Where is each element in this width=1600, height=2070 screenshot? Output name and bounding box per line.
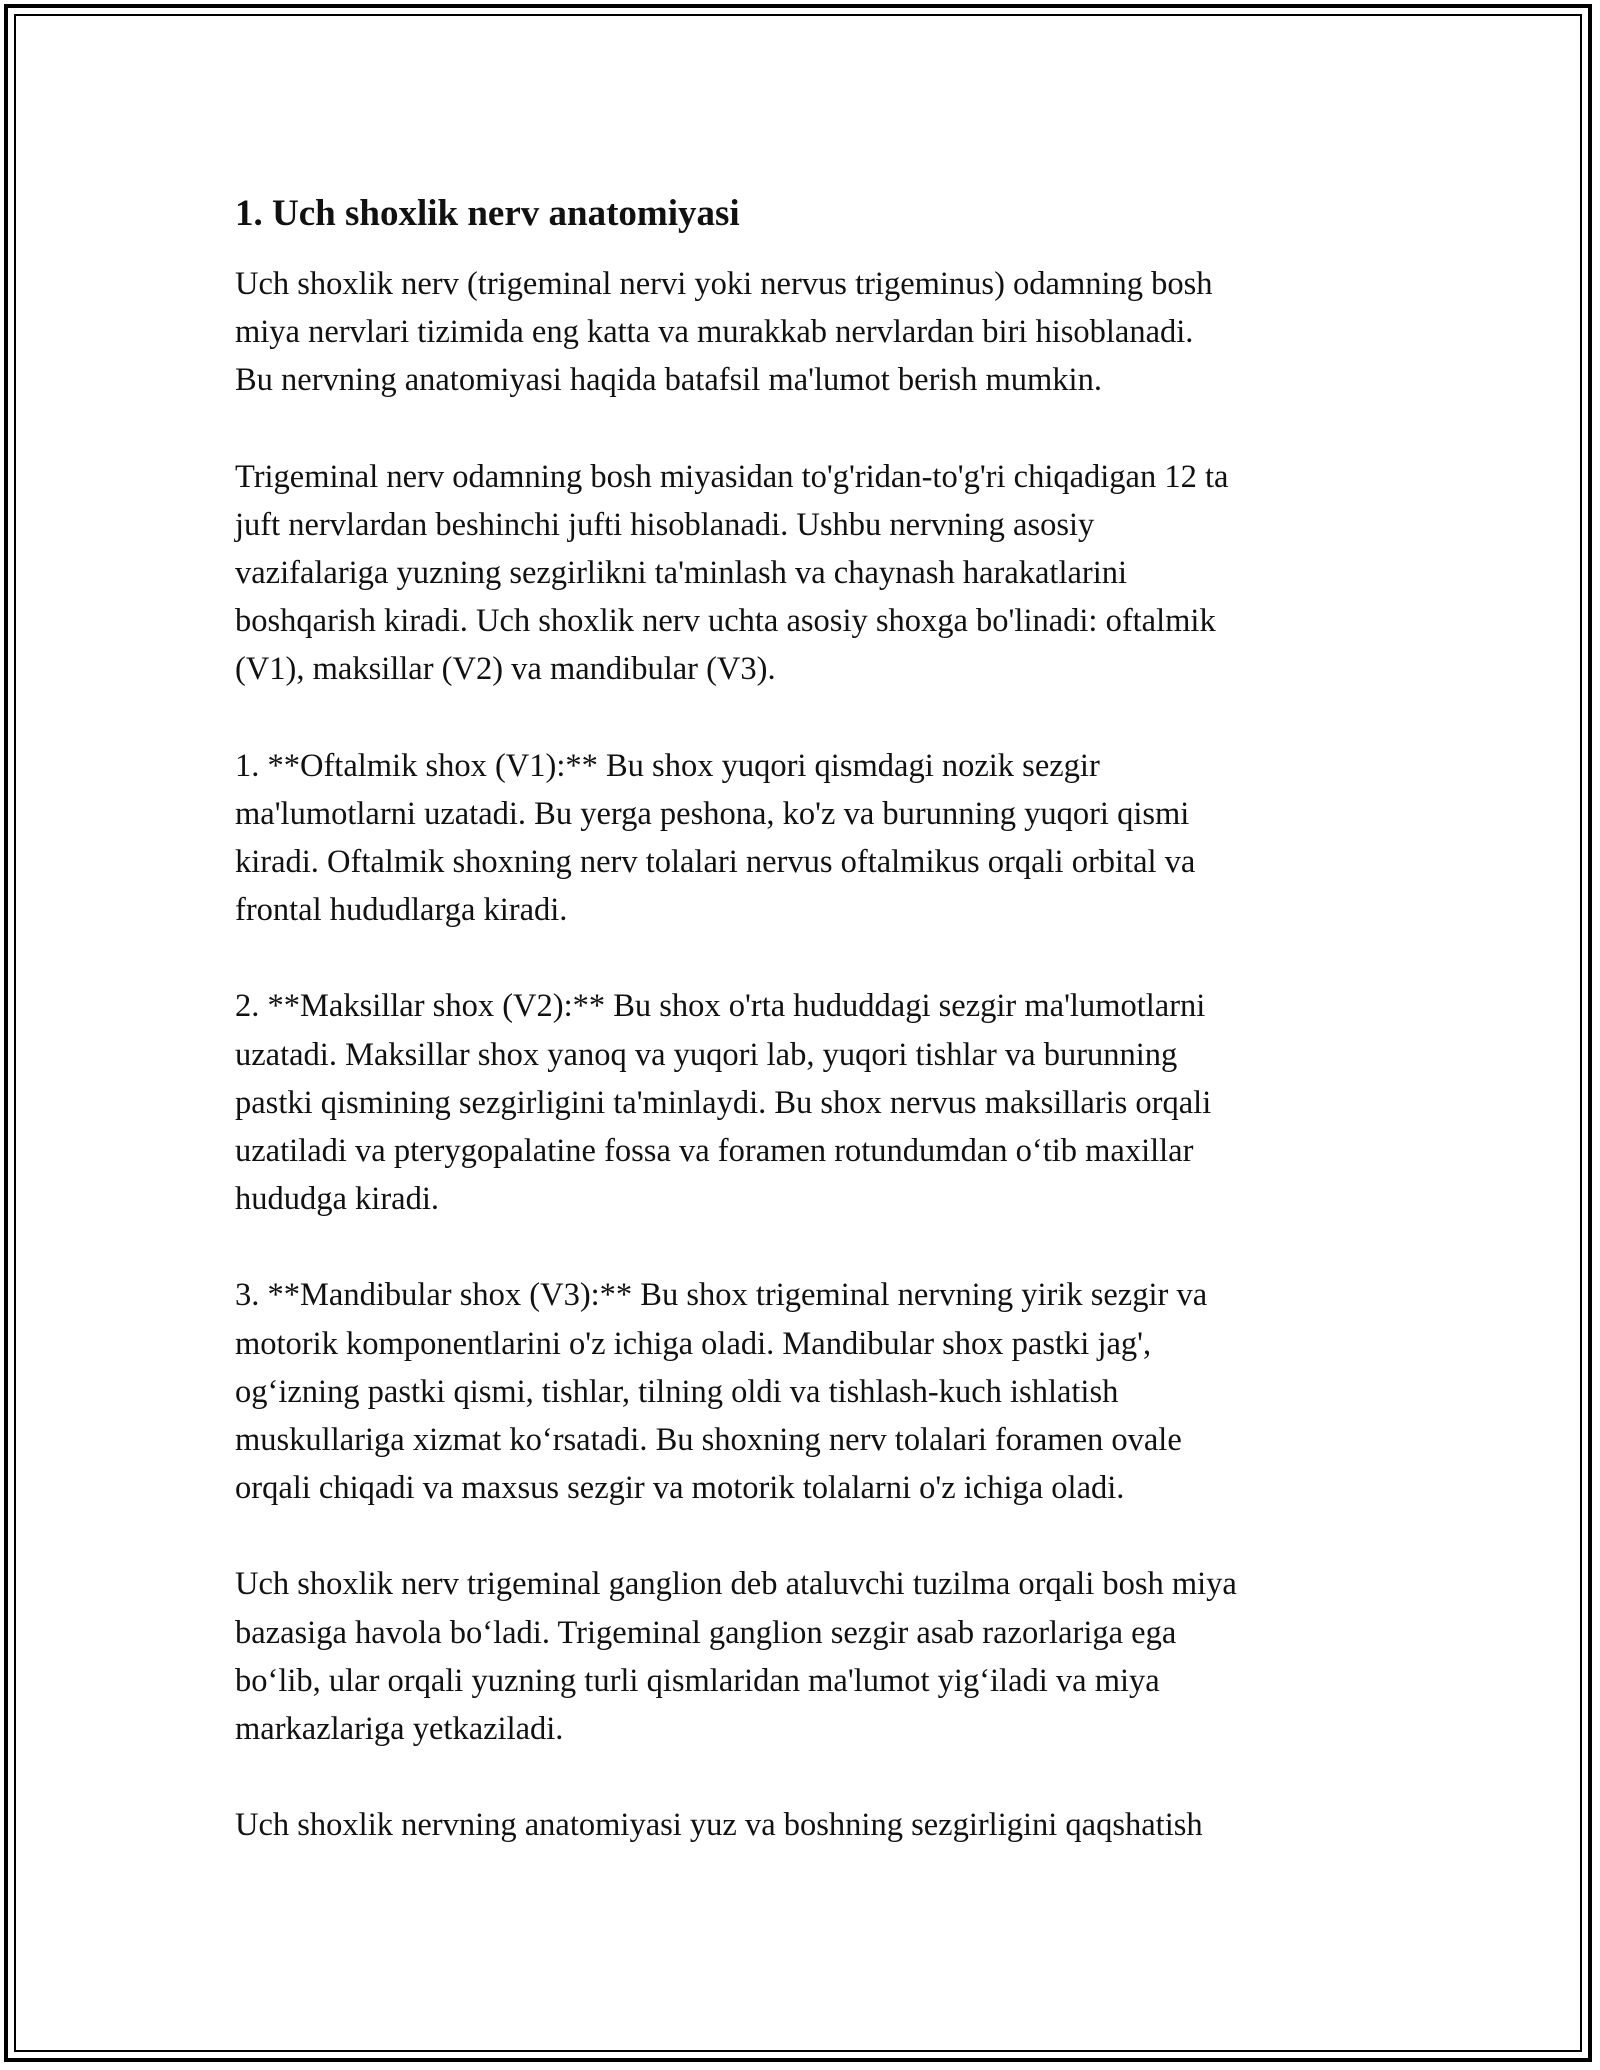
paragraph-conclusion <box>235 1801 1375 1849</box>
text-line: orqali chiqadi va maxsus sezgir va motorik tolalarni o'z ichiga oladi. <box>235 1470 1125 1507</box>
paragraph-maxillary <box>235 982 1375 1223</box>
paragraph-overview <box>235 453 1375 694</box>
text-line: motorik komponentlarini o'z ichiga oladi. Mandibular shox pastki jag', <box>235 1325 1152 1362</box>
text-line: hududga kiradi. <box>235 1181 439 1218</box>
text-line: ma'lumotlarni uzatadi. Bu yerga peshona, ko'z va burunning yuqori qismi <box>235 795 1190 832</box>
text-line: 3. **Mandibular shox (V3):** Bu shox trigeminal nervning yirik sezgir va <box>235 1277 1208 1314</box>
paragraph-ophthalmic <box>235 742 1375 935</box>
text-line: 1. **Oftalmik shox (V1):** Bu shox yuqori qismdagi nozik sezgir <box>235 747 1100 784</box>
text-line: Uch shoxlik nerv trigeminal ganglion deb ataluvchi tuzilma orqali bosh miya <box>235 1566 1237 1603</box>
text-line: bo‘lib, ular orqali yuzning turli qismlaridan ma'lumot yig‘iladi va miya <box>235 1662 1160 1699</box>
text-line: Uch shoxlik nervning anatomiyasi yuz va boshning sezgirligini qaqshatish <box>235 1807 1203 1844</box>
text-line: miya nervlari tizimida eng katta va murakkab nervlardan biri hisoblanadi. <box>235 314 1194 351</box>
text-line: vazifalariga yuzning sezgirlikni ta'minlash va chaynash harakatlarini <box>235 555 1128 592</box>
text-line: kiradi. Oftalmik shoxning nerv tolalari nervus oftalmikus orqali orbital va <box>235 844 1196 881</box>
section-heading: 1. Uch shoxlik nerv anatomiyasi <box>235 193 740 234</box>
text-line: 2. **Maksillar shox (V2):** Bu shox o'rta hududdagi sezgir ma'lumotlarni <box>235 988 1206 1025</box>
text-line: markazlariga yetkaziladi. <box>235 1711 564 1748</box>
text-line: frontal hududlarga kiradi. <box>235 892 568 929</box>
text-line: bazasiga havola bo‘ladi. Trigeminal ganglion sezgir asab razorlariga ega <box>235 1614 1177 1651</box>
text-line: Uch shoxlik nerv (trigeminal nervi yoki nervus trigeminus) odamning bosh <box>235 266 1213 302</box>
text-line: Trigeminal nerv odamning bosh miyasidan to'g'ridan-to'g'ri chiqadigan 12 ta <box>235 458 1229 495</box>
paragraph-mandibular <box>235 1271 1375 1512</box>
paragraph-ganglion <box>235 1560 1375 1753</box>
document-body <box>235 190 1375 1897</box>
text-line: pastki qismining sezgirligini ta'minlaydi. Bu shox nervus maksillaris orqali <box>235 1084 1212 1121</box>
text-line: uzatadi. Maksillar shox yanoq va yuqori lab, yuqori tishlar va burunning <box>235 1036 1178 1073</box>
text-line: boshqarish kiradi. Uch shoxlik nerv uchta asosiy shoxga bo'linadi: oftalmik <box>235 603 1216 640</box>
text-line: juft nervlardan beshinchi jufti hisoblanadi. Ushbu nervning asosiy <box>235 506 1095 543</box>
text-line: uzatiladi va pterygopalatine fossa va foramen rotundumdan o‘tib maxillar <box>235 1133 1194 1170</box>
text-line: og‘izning pastki qismi, tishlar, tilning oldi va tishlash-kuch ishlatish <box>235 1373 1119 1410</box>
text-line: muskullariga xizmat ko‘rsatadi. Bu shoxning nerv tolalari foramen ovale <box>235 1422 1182 1459</box>
text-line: Bu nervning anatomiyasi haqida batafsil ma'lumot berish mumkin. <box>235 362 1102 399</box>
text-line: (V1), maksillar (V2) va mandibular (V3). <box>235 651 776 688</box>
paragraph-intro <box>235 260 1375 405</box>
